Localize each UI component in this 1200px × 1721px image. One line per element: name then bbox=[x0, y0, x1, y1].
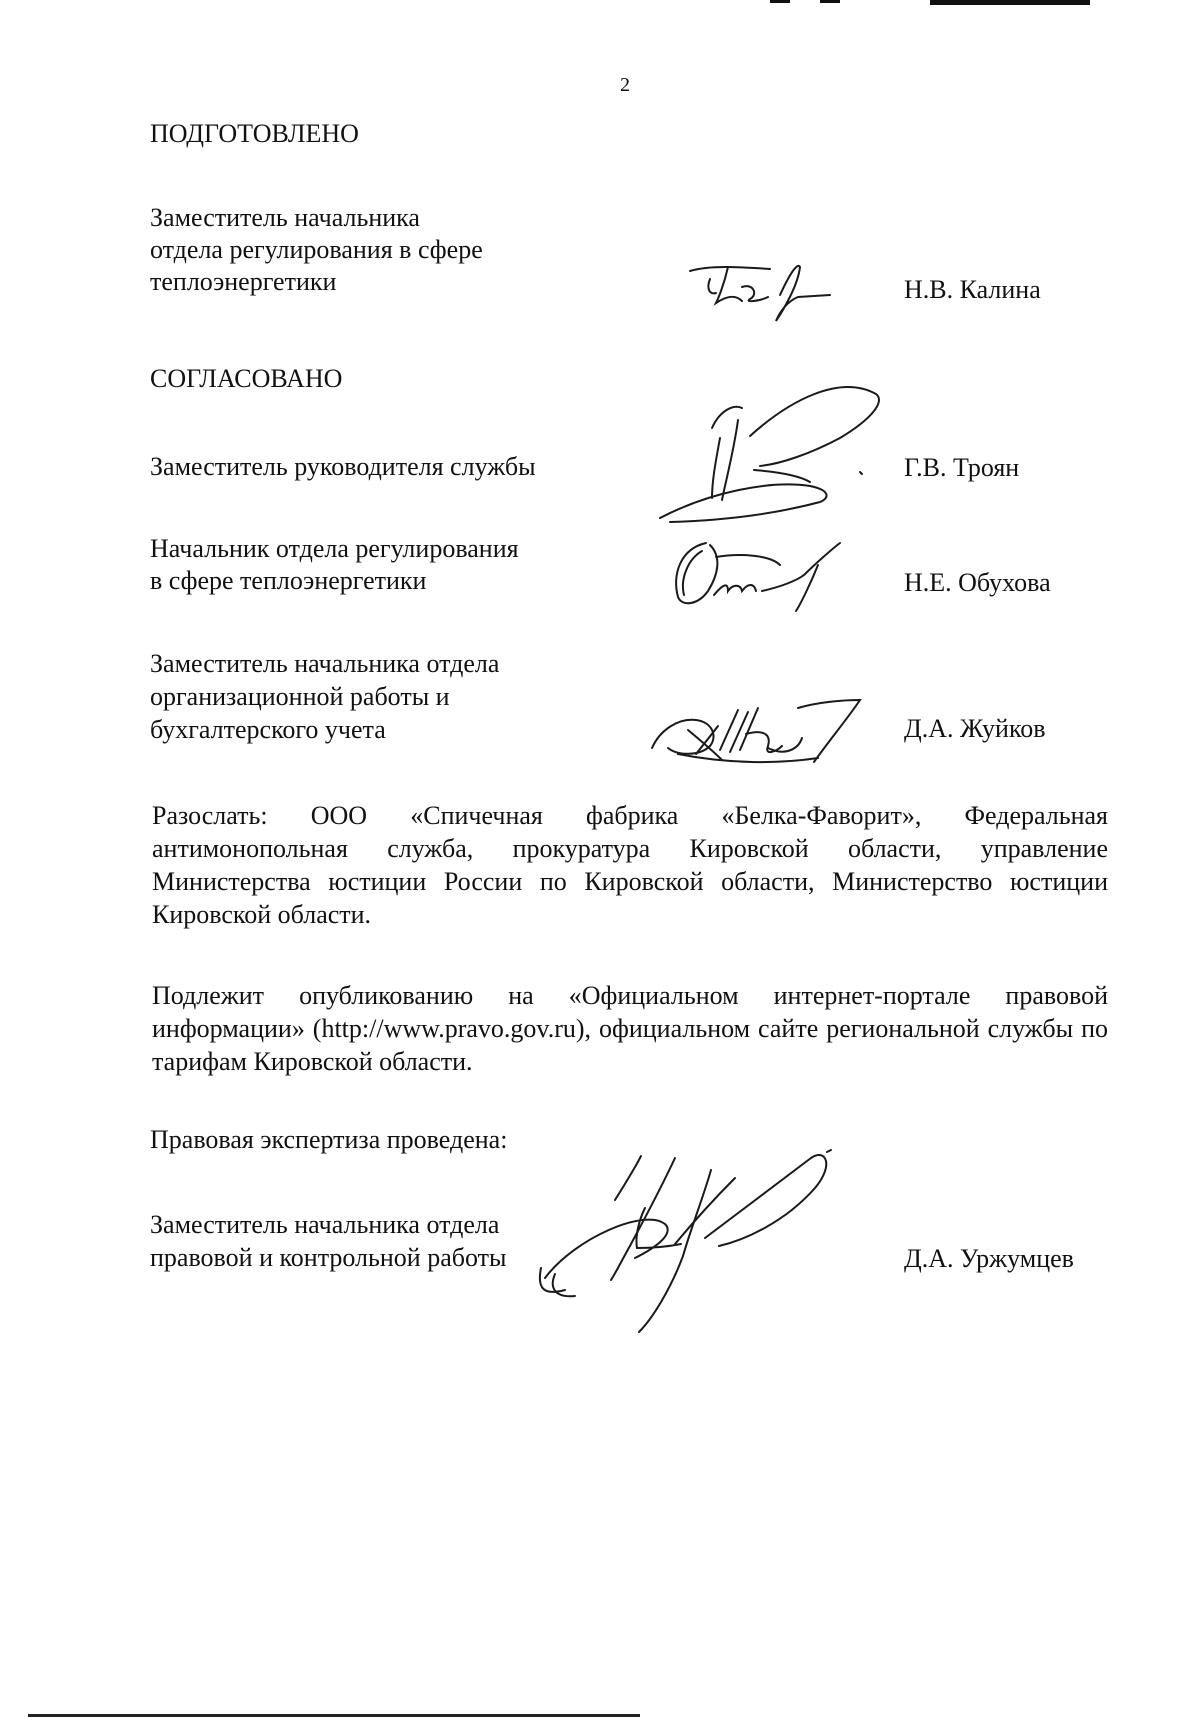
prepared-position-line: теплоэнергетики bbox=[150, 267, 337, 296]
signature-zhuykov bbox=[648, 690, 878, 770]
scan-mark-top bbox=[820, 0, 840, 3]
prepared-heading: ПОДГОТОВЛЕНО bbox=[150, 119, 359, 148]
signature-urzhumtsev bbox=[535, 1148, 855, 1338]
agreed-position-line: Начальник отдела регулирования bbox=[150, 534, 519, 563]
legal-review-name: Д.А. Уржумцев bbox=[904, 1244, 1074, 1273]
scan-mark-top bbox=[770, 0, 790, 3]
signature-kalina bbox=[680, 255, 870, 335]
agreed-heading: СОГЛАСОВАНО bbox=[150, 364, 343, 393]
legal-review-position-line: Заместитель начальника отдела bbox=[150, 1210, 500, 1239]
scan-mark-top bbox=[930, 0, 1090, 5]
agreed-name: Г.В. Троян bbox=[904, 453, 1020, 482]
signature-obukhova bbox=[670, 535, 860, 615]
legal-review-heading: Правовая экспертиза проведена: bbox=[150, 1125, 508, 1154]
agreed-name: Н.Е. Обухова bbox=[904, 568, 1051, 597]
agreed-position-line: Заместитель руководителя службы bbox=[150, 452, 536, 481]
publication-paragraph: Подлежит опубликованию на «Официальном интернет-портале правовой информации» (http://www.pravo.gov.ru), официальном сайте региональной службы по тарифам Кировской области. bbox=[152, 981, 1108, 1076]
agreed-position-line: организационной работы и bbox=[150, 682, 450, 711]
prepared-name: Н.В. Калина bbox=[904, 275, 1041, 304]
agreed-name: Д.А. Жуйков bbox=[904, 714, 1046, 743]
page-number: 2 bbox=[620, 74, 630, 96]
legal-review-position-line: правовой и контрольной работы bbox=[150, 1243, 507, 1272]
agreed-position-line: бухгалтерского учета bbox=[150, 715, 386, 744]
agreed-position-line: в сфере теплоэнергетики bbox=[150, 566, 427, 595]
scan-mark-bottom bbox=[28, 1714, 640, 1717]
distribution-paragraph: Разослать: ООО «Спичечная фабрика «Белка-Фаворит», Федеральная антимонопольная служба, прокуратура Кировской области, управление Министерства юстиции России по Кировской области, Министерство юстиции Кировской области. bbox=[152, 801, 1108, 929]
prepared-position-line: отдела регулирования в сфере bbox=[150, 235, 483, 264]
prepared-position-line: Заместитель начальника bbox=[150, 203, 420, 232]
agreed-position-line: Заместитель начальника отдела bbox=[150, 649, 500, 678]
signature-troyan bbox=[650, 380, 890, 530]
